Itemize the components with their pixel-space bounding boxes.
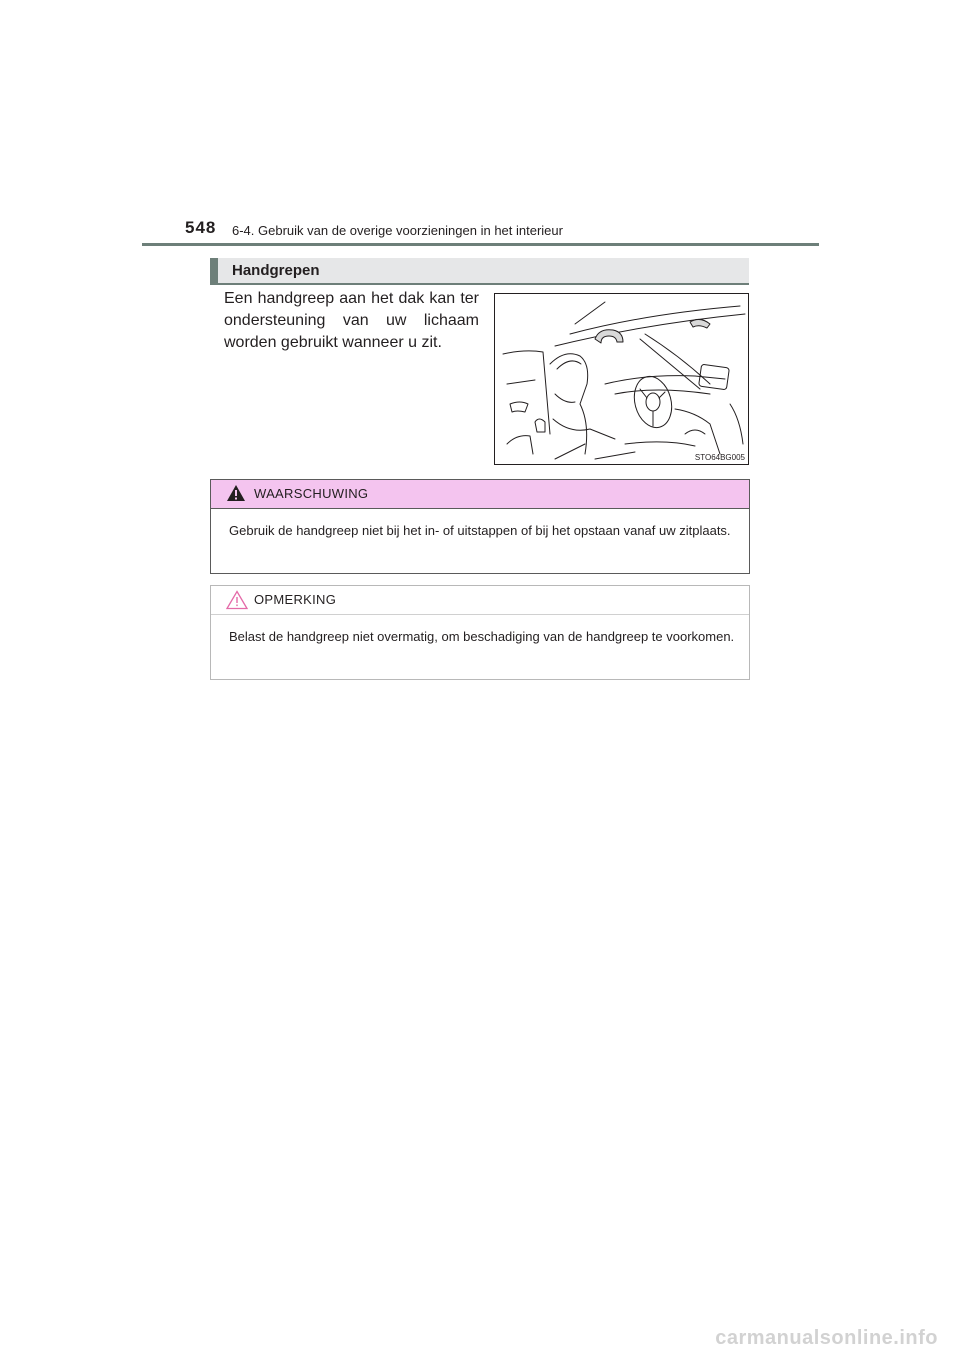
figure-code: STO64BG005 [694, 453, 745, 462]
section-body-text: Een handgreep aan het dak kan ter ondersteuning van uw lichaam worden gebruikt wanneer u zit. [224, 290, 479, 351]
car-interior-drawing [495, 294, 749, 465]
section-title: Handgrepen [232, 262, 320, 279]
watermark-text: carmanualsonline.info [715, 1327, 938, 1349]
header-divider [142, 243, 819, 246]
notice-header [211, 586, 749, 615]
warning-text: Gebruik de handgreep niet bij het in- of uitstappen of bij het opstaan vanaf uw zitplaats. [229, 523, 731, 538]
chapter-title: 6-4. Gebruik van de overige voorzieningen in het interieur [232, 223, 563, 238]
notice-title: OPMERKING [254, 592, 337, 607]
notice-box [210, 585, 750, 680]
section-header [210, 258, 749, 285]
warning-header [211, 480, 749, 509]
warning-title: WAARSCHUWING [254, 486, 369, 501]
illustration-assist-grip [494, 293, 749, 465]
warning-filled-icon [226, 484, 246, 507]
warning-outline-icon [226, 590, 248, 615]
page-number: 548 [185, 218, 217, 237]
warning-box [210, 479, 750, 574]
notice-text: Belast de handgreep niet overmatig, om beschadiging van de handgreep te voorkomen. [229, 629, 735, 644]
